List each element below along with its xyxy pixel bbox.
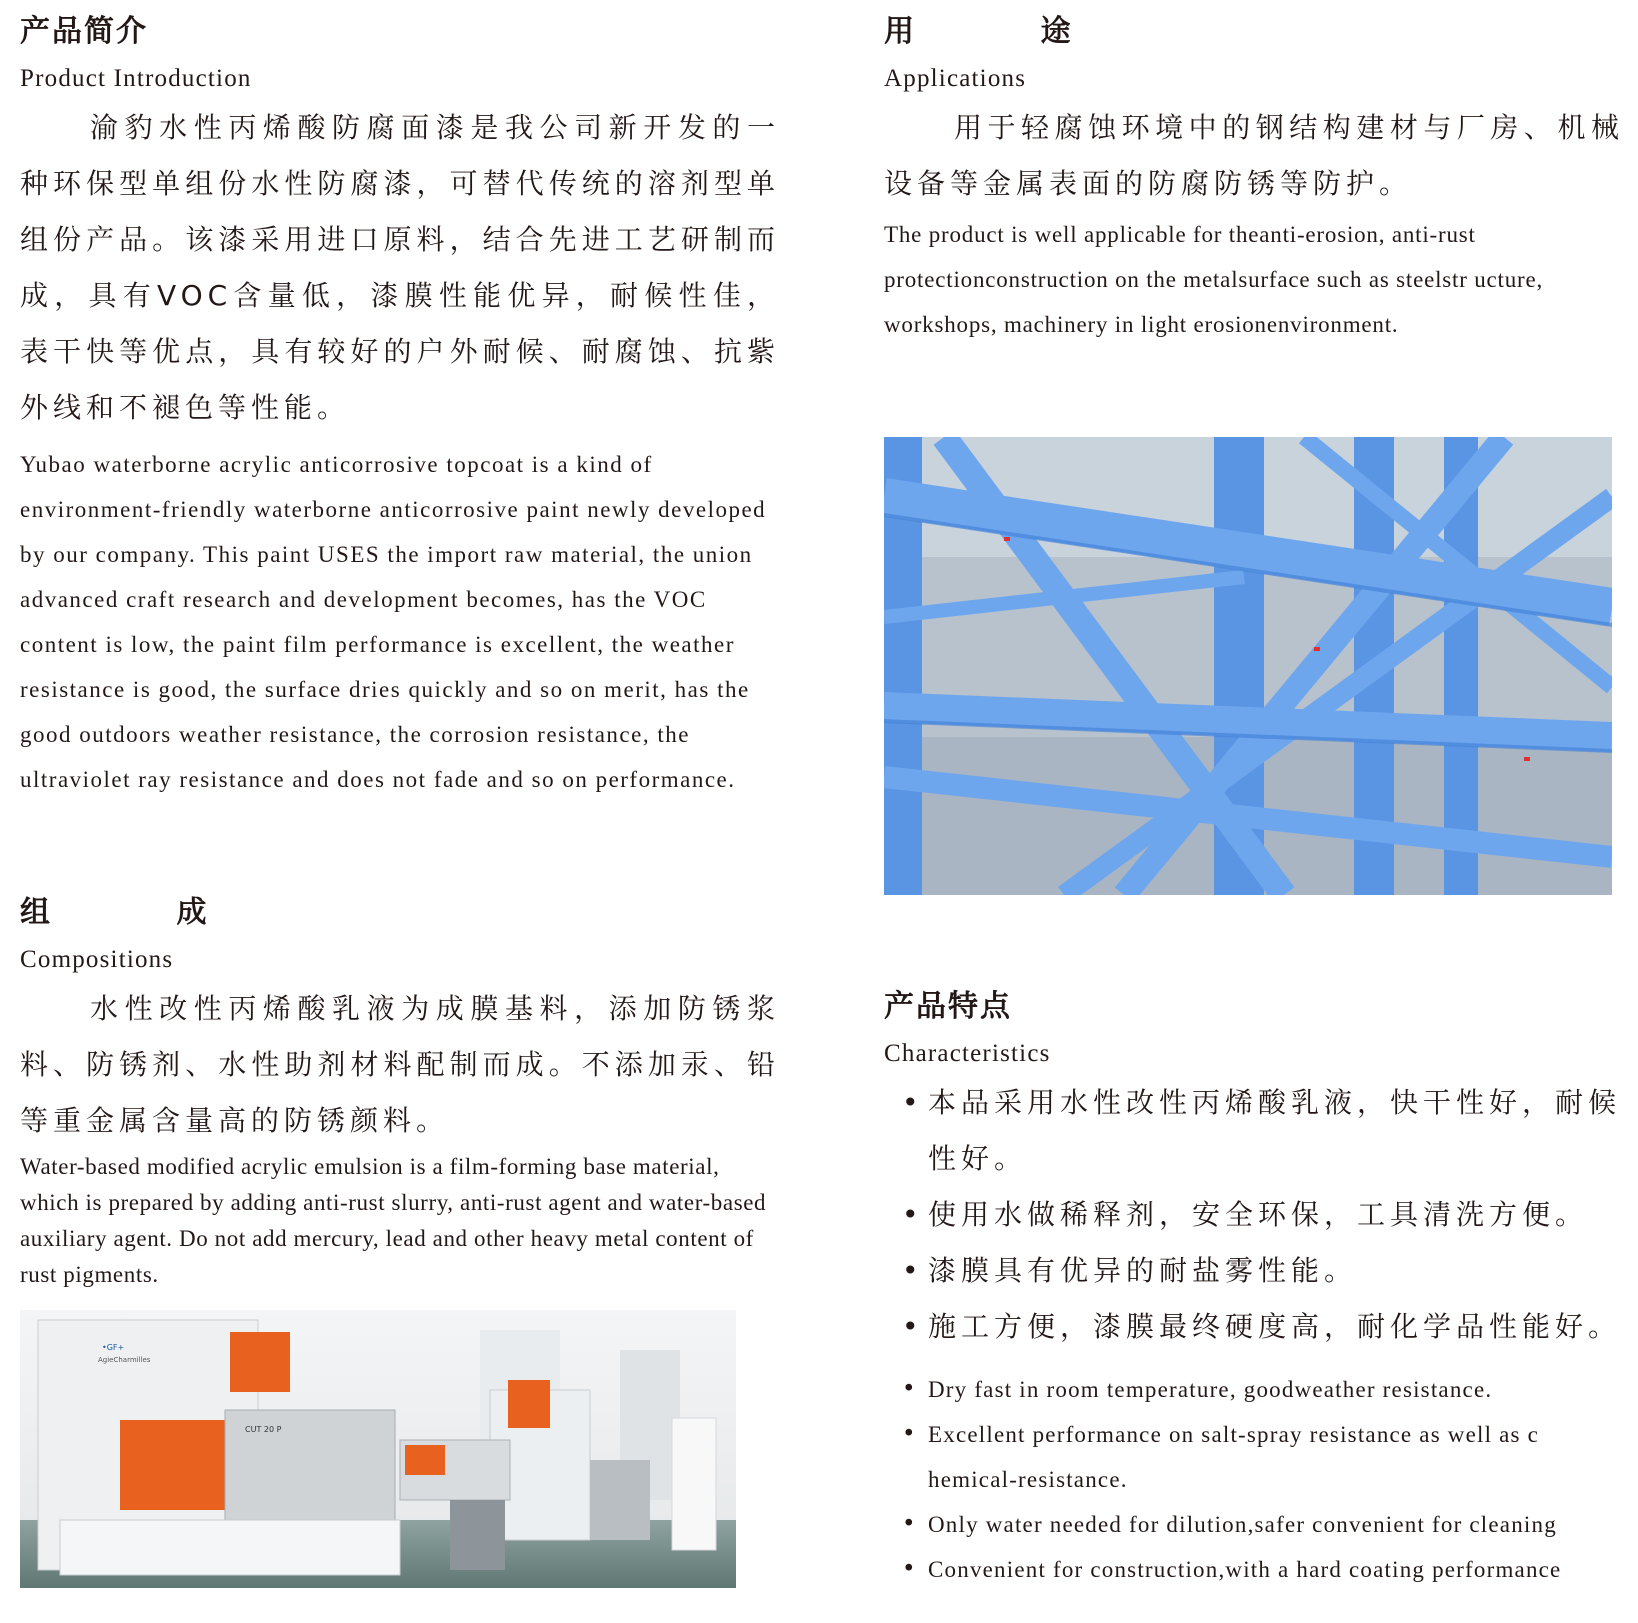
machine-model-label: CUT 20 P: [245, 1425, 282, 1434]
machine-brand-label: •GF+: [102, 1343, 125, 1352]
composition-body-en: Water-based modified acrylic emulsion is a film-forming base material, which is prepared by adding anti-rust slurry, anti-rust agent and water-based auxiliary agent. Do not add mercury, lead and other heavy metal content of rust pigments.: [20, 1154, 767, 1287]
machine-maker-label: AgieCharmilles: [98, 1356, 151, 1364]
product-introduction-section: [20, 12, 780, 802]
characteristic-en-item: • Dry fast in room temperature, goodweather resistance.: [884, 1367, 1624, 1412]
characteristic-zh-item: • 漆膜具有优异的耐盐雾性能。: [884, 1243, 1624, 1299]
factory-illustration: [20, 1310, 736, 1588]
applications-body-zh: 用于轻腐蚀环境中的钢结构建材与厂房、机械设备等金属表面的防腐防锈等防护。: [884, 111, 1624, 200]
applications-body-en: The product is well applicable for theanti-erosion, anti-rust protectionconstruction on the metalsurface such as steelstr ucture, workshops, machinery in light erosionenvironment.: [884, 222, 1544, 337]
characteristics-section: [884, 987, 1624, 1592]
composition-body-zh: 水性改性丙烯酸乳液为成膜基料，添加防锈浆料、防锈剂、水性助剂材料配制而成。不添加汞、铅等重金属含量高的防锈颜料。: [20, 992, 780, 1137]
applications-title-en: Applications: [884, 65, 1027, 92]
applications-title-zh: 用 途: [884, 14, 1073, 49]
composition-title-en: Compositions: [20, 946, 174, 973]
steel-structure-illustration: [884, 437, 1612, 895]
compositions-section: [20, 893, 780, 1293]
characteristics-list-zh: [884, 1075, 1624, 1355]
characteristic-en-item: • Convenient for construction,with a hard coating performance: [884, 1547, 1624, 1592]
factory-machine-photo: [20, 1310, 736, 1588]
characteristic-zh-item: • 施工方便，漆膜最终硬度高，耐化学品性能好。: [884, 1299, 1624, 1355]
steel-structure-photo: [884, 437, 1612, 895]
characteristic-en-item: • Only water needed for dilution,safer convenient for cleaning: [884, 1502, 1624, 1547]
characteristics-list-en: [884, 1367, 1624, 1592]
characteristic-en-item: • Excellent performance on salt-spray resistance as well as c hemical-resistance.: [884, 1412, 1624, 1502]
composition-title-zh: 组 成: [20, 895, 209, 930]
intro-title-en: Product Introduction: [20, 65, 252, 92]
intro-body-zh: 渝豹水性丙烯酸防腐面漆是我公司新开发的一种环保型单组份水性防腐漆，可替代传统的溶剂型单组份产品。该漆采用进口原料，结合先进工艺研制而成，具有VOC含量低，漆膜性能优异，耐候性佳，表干快等优点，具有较好的户外耐候、耐腐蚀、抗紫外线和不褪色等性能。: [20, 111, 780, 424]
applications-section: [884, 12, 1624, 347]
intro-title-zh: 产品简介: [20, 14, 148, 49]
characteristics-title-en: Characteristics: [884, 1040, 1051, 1067]
characteristic-zh-item: • 本品采用水性改性丙烯酸乳液，快干性好，耐候性好。: [884, 1075, 1624, 1187]
characteristics-title-zh: 产品特点: [884, 989, 1012, 1024]
intro-body-en: Yubao waterborne acrylic anticorrosive topcoat is a kind of environment-friendly waterborne anticorrosive paint newly developed by our company. This paint USES the import raw material, the union advanced craft research and development becomes, has the VOC content is low, the paint film performance is excellent, the weather resistance is good, the surface dries quickly and so on merit, has the good outdoors weather resistance, the corrosion resistance, the ultraviolet ray resistance and does not fade and so on performance.: [20, 452, 767, 792]
characteristic-zh-item: • 使用水做稀释剂，安全环保，工具清洗方便。: [884, 1187, 1624, 1243]
